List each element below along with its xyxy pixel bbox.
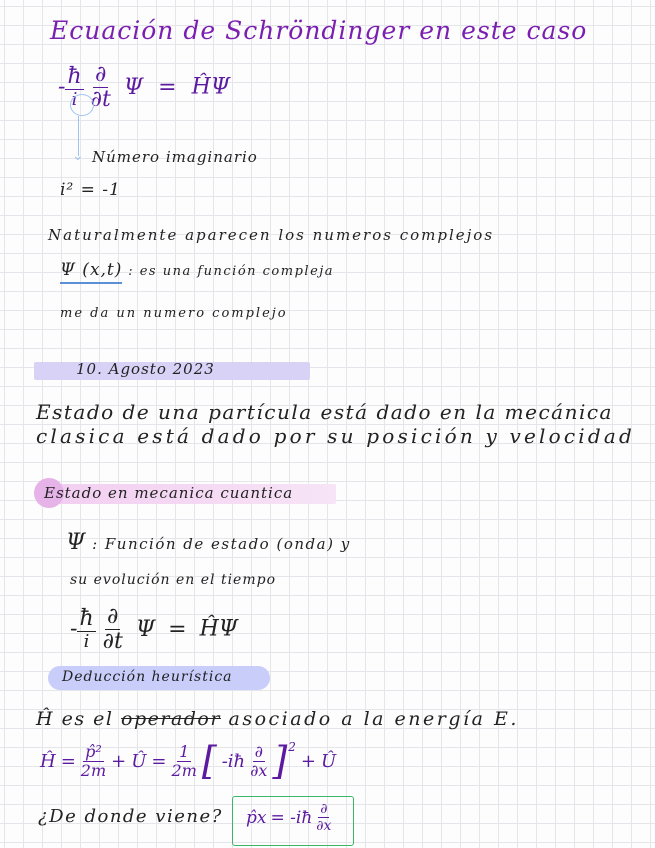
ham-plus: +	[111, 750, 127, 772]
psi-function-line	[60, 260, 334, 280]
eq2-minus: -	[70, 616, 78, 642]
i-circle-annotation	[70, 94, 94, 116]
date-label: 10. Agosto 2023	[76, 360, 215, 378]
psi-function-desc: : es una función compleja	[128, 264, 335, 279]
eq1-psi-right: Ψ	[210, 74, 231, 100]
ham-H: Ĥ	[40, 750, 56, 772]
ham-bracket-left: [	[201, 739, 217, 783]
ham-square: 2	[288, 740, 296, 754]
where-question: ¿De donde viene?	[38, 806, 223, 827]
psi-x-t: Ψ (x,t)	[60, 260, 122, 284]
operator-prefix: Ĥ es el	[36, 708, 114, 730]
eq2-hamiltonian: Ĥ	[199, 616, 219, 642]
state-function-desc: : Función de estado (onda) y	[92, 535, 351, 553]
note-imaginary-number: Número imaginario	[92, 148, 258, 166]
arrow-down-icon: ⌄	[72, 148, 84, 164]
eq2-psi-right: Ψ	[218, 616, 239, 642]
schrodinger-equation-2	[70, 606, 238, 653]
ham-bracket-right: ]	[272, 739, 288, 783]
ham-p2-over-2m: $\frac{\text{p̂²}}{2m}$	[80, 741, 107, 780]
eq2-psi: Ψ	[135, 616, 156, 642]
deduccion-title: Deducción heurística	[62, 669, 233, 685]
operator-suffix: asociado a la energía E.	[228, 708, 519, 730]
eq2-hbar-over-i: $\frac{ħ}{i}$	[79, 606, 94, 652]
ham-partial-x: $\frac{\partial}{\partial x}$	[250, 741, 268, 780]
classical-state-line-2: clasica está dado por su posición y velocidad	[36, 424, 636, 448]
state-psi: Ψ	[66, 530, 87, 555]
momentum-eq: = -iħ	[270, 807, 313, 828]
eq1-partial-t: $\frac{\partial}{\partial t}$	[90, 62, 111, 112]
operator-line	[36, 708, 519, 730]
ham-bracket-inner: -iħ	[221, 750, 246, 772]
operator-struck: operador	[121, 708, 221, 730]
page-title: Ecuación de Schröndinger en este caso	[50, 16, 588, 45]
ham-plus2: +	[300, 750, 316, 772]
eq1-psi: Ψ	[123, 74, 144, 100]
time-evolution-line: su evolución en el tiempo	[70, 572, 277, 588]
eq1-equals: =	[158, 74, 177, 100]
ham-eq2: =	[151, 750, 167, 772]
gives-complex-number: me da un numero complejo	[60, 306, 288, 321]
momentum-lhs: p̂x	[246, 807, 267, 828]
eq1-minus: -	[58, 74, 66, 100]
ham-U: Û	[131, 750, 147, 772]
hamiltonian-equation	[40, 739, 337, 783]
eq1-hbar-over-i: $\frac{ħ}{i}$	[67, 64, 82, 110]
eq2-partial-t: $\frac{\partial}{\partial t}$	[102, 604, 123, 654]
eq1-hamiltonian: Ĥ	[191, 74, 211, 100]
momentum-operator	[246, 802, 331, 833]
i-squared: i² = -1	[60, 180, 121, 200]
section-title: Estado en mecanica cuantica	[44, 484, 294, 502]
ham-one-over-2m: $\frac{1}{2m}$	[171, 741, 197, 780]
natural-complex-line: Naturalmente aparecen los numeros complejos	[48, 226, 495, 244]
state-function-line	[66, 530, 351, 555]
eq2-equals: =	[168, 616, 187, 642]
classical-state-line-1: Estado de una partícula está dado en la mecánica	[36, 400, 613, 424]
momentum-partial-x: $\frac{\partial}{\partial x}$	[316, 801, 332, 834]
ham-U2: Û	[321, 750, 337, 772]
ham-eq: =	[60, 750, 76, 772]
